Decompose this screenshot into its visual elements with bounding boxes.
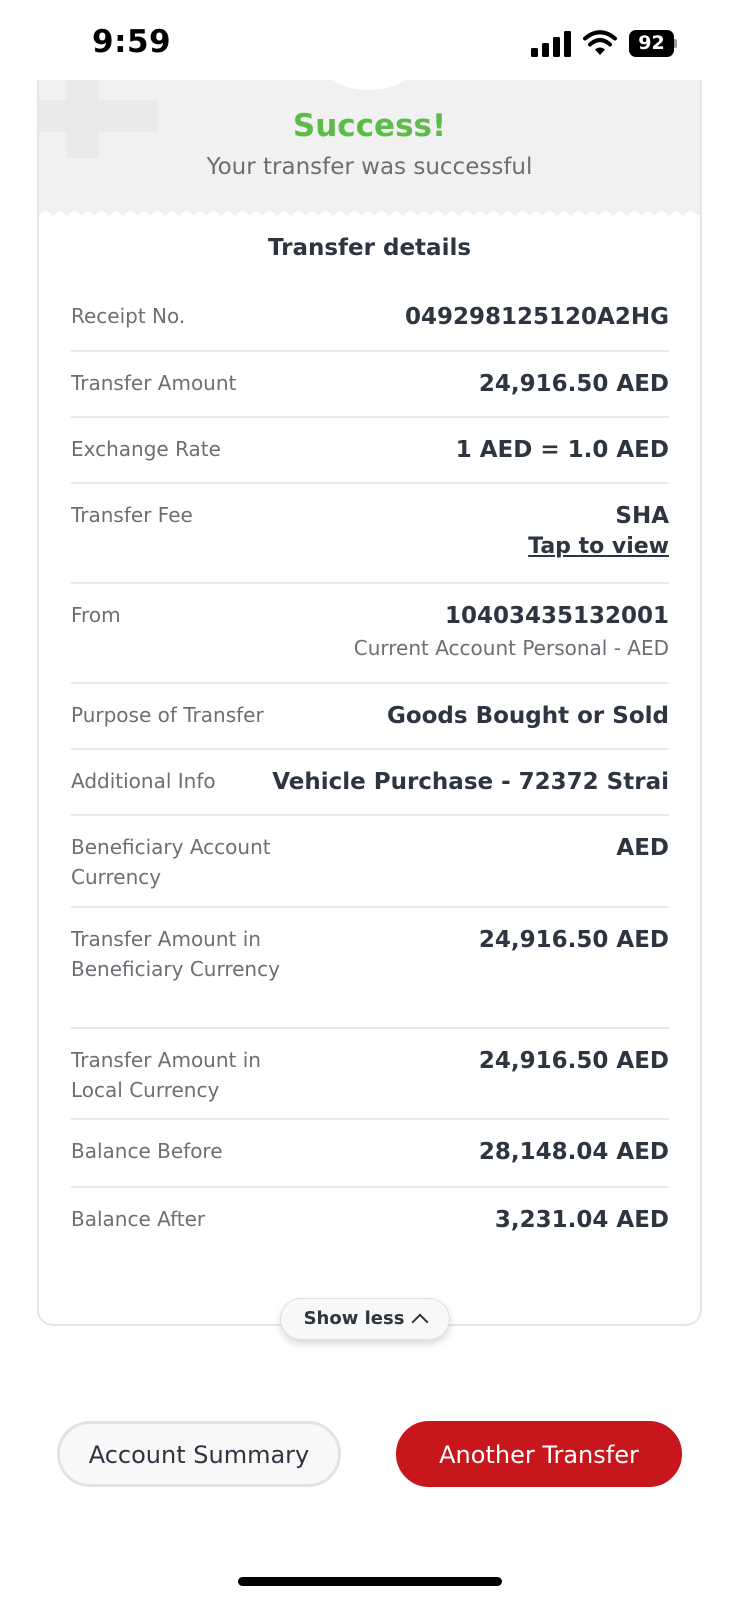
banner-notch [326, 80, 412, 90]
battery-cap [674, 39, 677, 48]
row-label: From [71, 603, 121, 627]
status-time: 9:59 [92, 24, 172, 60]
from-account-type: Current Account Personal - AED [353, 636, 669, 660]
row-label: Exchange Rate [71, 437, 221, 461]
beneficiary-currency-row [71, 816, 669, 908]
balance-after-value: 3,231.04 AED [494, 1207, 669, 1233]
home-indicator [238, 1577, 502, 1586]
row-label: Transfer Fee [71, 503, 193, 527]
amount-local-currency-row [71, 1029, 669, 1120]
balance-before-value: 28,148.04 AED [478, 1139, 669, 1165]
wifi-icon [583, 30, 617, 56]
additional-info-value: Vehicle Purchase - 72372 Strai [272, 769, 669, 795]
row-label: Balance After [71, 1207, 206, 1231]
transfer-amount-row [71, 352, 669, 418]
row-label: Additional Info [71, 769, 216, 793]
transfer-details-title: Transfer details [267, 235, 472, 261]
success-subtitle: Your transfer was successful [206, 154, 533, 180]
row-label: Purpose of Transfer [71, 703, 264, 727]
status-bar [0, 0, 739, 80]
tap-to-view-link[interactable]: Tap to view [528, 534, 669, 559]
balance-before-row [71, 1120, 669, 1188]
scalloped-edge [39, 205, 700, 215]
from-account-row [71, 584, 669, 684]
amount-local-value: 24,916.50 AED [478, 1048, 669, 1074]
another-transfer-button[interactable]: Another Transfer [396, 1421, 682, 1487]
purpose-row [71, 684, 669, 750]
row-label: Transfer Amount in Local Currency [71, 1048, 261, 1102]
additional-info-row [71, 750, 669, 816]
transfer-amount-value: 24,916.50 AED [478, 371, 669, 397]
row-label: Receipt No. [71, 304, 186, 328]
amount-beneficiary-value: 24,916.50 AED [478, 927, 669, 953]
beneficiary-currency-value: AED [616, 835, 669, 861]
show-less-button[interactable] [280, 1298, 450, 1340]
chevron-up-icon [412, 1314, 429, 1331]
row-label: Transfer Amount in Beneficiary Currency [71, 927, 280, 981]
row-label: Transfer Amount [71, 371, 237, 395]
exchange-rate-row [71, 418, 669, 484]
exchange-rate-value: 1 AED = 1.0 AED [455, 437, 669, 463]
success-title: Success! [292, 108, 447, 144]
purpose-value: Goods Bought or Sold [386, 703, 669, 729]
amount-beneficiary-currency-row [71, 908, 669, 1029]
receipt-card [37, 80, 702, 1326]
transfer-details-list [71, 285, 669, 1254]
row-label: Balance Before [71, 1139, 223, 1163]
cellular-signal-icon [531, 31, 572, 57]
receipt-number-row [71, 285, 669, 352]
from-account-number: 10403435132001 [444, 603, 669, 629]
balance-after-row [71, 1188, 669, 1254]
transfer-fee-row [71, 484, 669, 584]
account-summary-button[interactable]: Account Summary [57, 1421, 341, 1487]
row-label: Beneficiary Account Currency [71, 835, 271, 889]
success-banner [39, 80, 700, 215]
battery-icon [629, 30, 677, 57]
battery-level: 92 [629, 30, 674, 57]
show-less-label: Show less [303, 1308, 405, 1329]
transfer-fee-value: SHA [615, 503, 669, 529]
receipt-number-value: 049298125120A2HG [405, 304, 669, 330]
